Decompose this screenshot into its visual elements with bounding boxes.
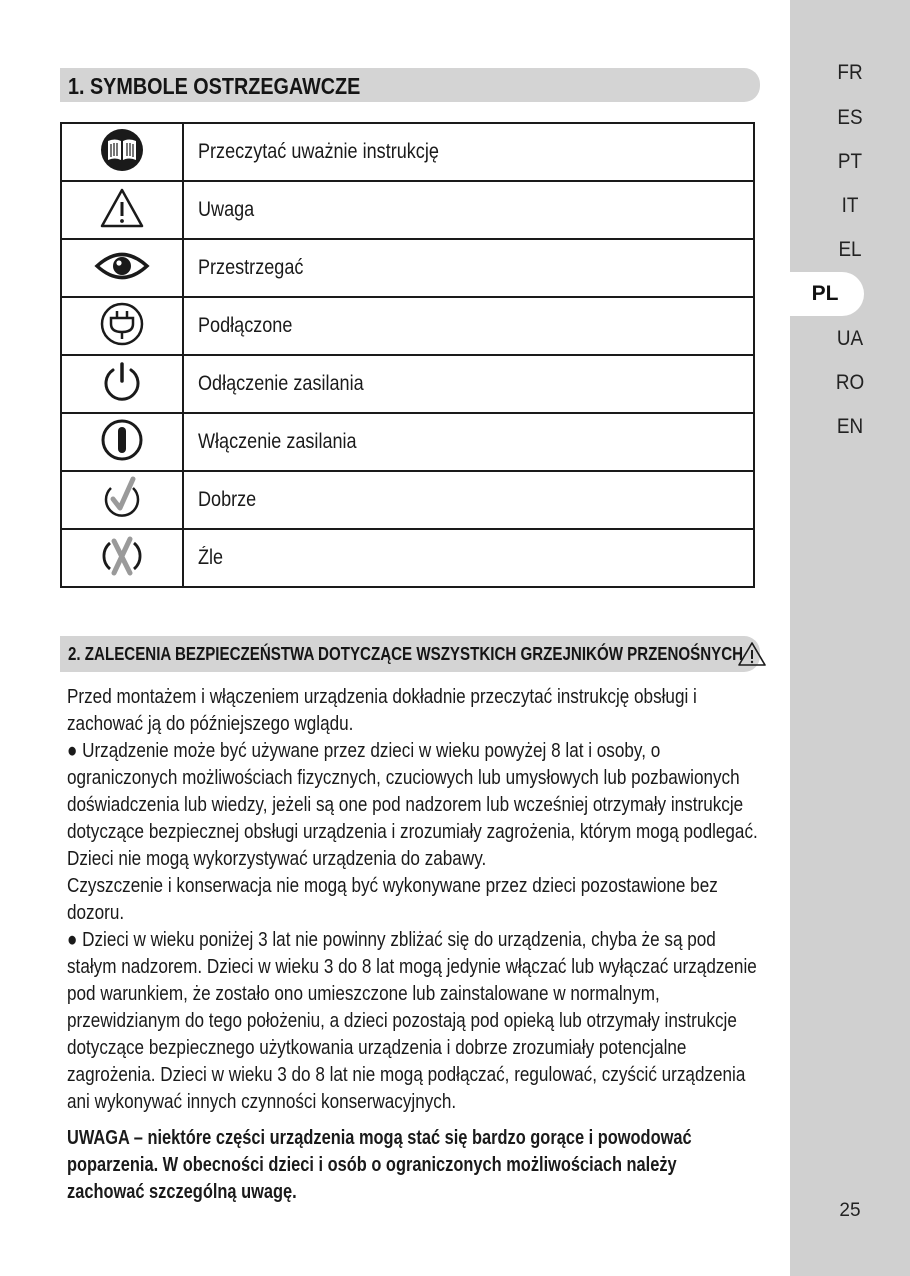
- lang-tab-fr[interactable]: FR: [837, 61, 863, 84]
- section2-title: 2. ZALECENIA BEZPIECZEŃSTWA DOTYCZĄCE WSZYSTKICH GRZEJNIKÓW PRZENOŚNYCH: [68, 644, 744, 664]
- symbol-label: Przeczytać uważnie instrukcję: [198, 140, 439, 163]
- text-line: pod warunkiem, że zostało ono umieszczone lub zainstalowane w normalnym,: [67, 982, 660, 1005]
- table-row: [61, 529, 754, 587]
- lang-tab-pl-label: PL: [811, 282, 839, 305]
- plug-icon: [61, 297, 183, 355]
- table-row: [61, 297, 754, 355]
- text-line: przewidzianym do tego położeniu, a dzieci pozostają pod opieką lub otrzymały instrukcje: [67, 1009, 737, 1032]
- table-row: [61, 181, 754, 239]
- symbol-label: Przestrzegać: [198, 256, 304, 279]
- symbol-label: Uwaga: [198, 198, 255, 221]
- lang-tab-pt[interactable]: PT: [837, 150, 863, 173]
- table-row: [61, 355, 754, 413]
- warning-line: zachować szczególną uwagę.: [67, 1180, 297, 1203]
- text-line: zachować ją do późniejszego wglądu.: [67, 712, 354, 735]
- text-line: ani wykonywać innych czynności konserwacyjnych.: [67, 1090, 457, 1113]
- warning-line: poparzenia. W obecności dzieci i osób o ograniczonych możliwościach należy: [67, 1153, 677, 1176]
- text-line: zagrożenia. Dzieci w wieku 3 do 8 lat nie mogą podłączać, regulować, czyścić urządzenia: [67, 1063, 746, 1086]
- lang-tab-pl-active[interactable]: [776, 272, 864, 316]
- text-line: ● Urządzenie może być używane przez dzieci w wieku powyżej 8 lat i osoby, o: [67, 739, 661, 762]
- text-line: dotyczące bezpiecznej obsługi urządzenia i zrozumiały zagrożenia, którym mogą podlegać.: [67, 820, 758, 843]
- text-line: dotyczące bezpiecznego użytkowania urządzenia i dobrze zrozumiały potencjalne: [67, 1036, 687, 1059]
- lang-tab-es[interactable]: ES: [837, 106, 863, 129]
- warning-symbols-table: [60, 122, 755, 588]
- table-row: [61, 471, 754, 529]
- text-line: Przed montażem i włączeniem urządzenia dokładnie przeczytać instrukcję obsługi i: [67, 685, 697, 708]
- lang-tab-el[interactable]: EL: [838, 238, 862, 261]
- table-row: [61, 413, 754, 471]
- text-line: doświadczenia lub wiedzy, jeżeli są one pod nadzorem lub wcześniej otrzymały instrukcje: [67, 793, 744, 816]
- lang-tab-ro[interactable]: RO: [835, 371, 865, 394]
- book-icon: [61, 123, 183, 181]
- symbol-label: Włączenie zasilania: [198, 430, 357, 453]
- text-line: ograniczonych możliwościach fizycznych, czuciowych lub umysłowych lub pozbawionych: [67, 766, 740, 789]
- section1-title: 1. SYMBOLE OSTRZEGAWCZE: [68, 73, 361, 99]
- section1-heading: [60, 68, 760, 102]
- power-on-icon: [61, 413, 183, 471]
- safety-text: [67, 683, 787, 1205]
- text-line: dozoru.: [67, 901, 125, 924]
- text-line: Czyszczenie i konserwacja nie mogą być wykonywane przez dzieci pozostawione bez: [67, 874, 718, 897]
- power-off-icon: [61, 355, 183, 413]
- table-row: [61, 123, 754, 181]
- lang-tab-en[interactable]: EN: [836, 415, 864, 438]
- table-row: [61, 239, 754, 297]
- warning-triangle-icon: [61, 181, 183, 239]
- symbol-label: Odłączenie zasilania: [198, 372, 364, 395]
- symbol-label: Źle: [198, 546, 224, 569]
- language-sidebar: [790, 0, 910, 1276]
- warning-triangle-icon: [737, 641, 767, 667]
- text-line: Dzieci nie mogą wykorzystywać urządzenia do zabawy.: [67, 847, 487, 870]
- eye-icon: [61, 239, 183, 297]
- page-number: 25: [839, 1200, 861, 1221]
- text-line: ● Dzieci w wieku poniżej 3 lat nie powinny zbliżać się do urządzenia, chyba że są pod: [67, 928, 716, 951]
- warning-line: UWAGA – niektóre części urządzenia mogą stać się bardzo gorące i powodować: [67, 1126, 692, 1149]
- check-icon: [61, 471, 183, 529]
- symbol-label: Podłączone: [198, 314, 293, 337]
- text-line: stałym nadzorem. Dzieci w wieku 3 do 8 lat mogą jedynie włączać lub wyłączać urządzenie: [67, 955, 757, 978]
- lang-tab-it[interactable]: IT: [841, 194, 859, 217]
- cross-icon: [61, 529, 183, 587]
- lang-tab-ua[interactable]: UA: [836, 327, 864, 350]
- section2-heading: [60, 636, 760, 672]
- symbol-label: Dobrze: [198, 488, 257, 511]
